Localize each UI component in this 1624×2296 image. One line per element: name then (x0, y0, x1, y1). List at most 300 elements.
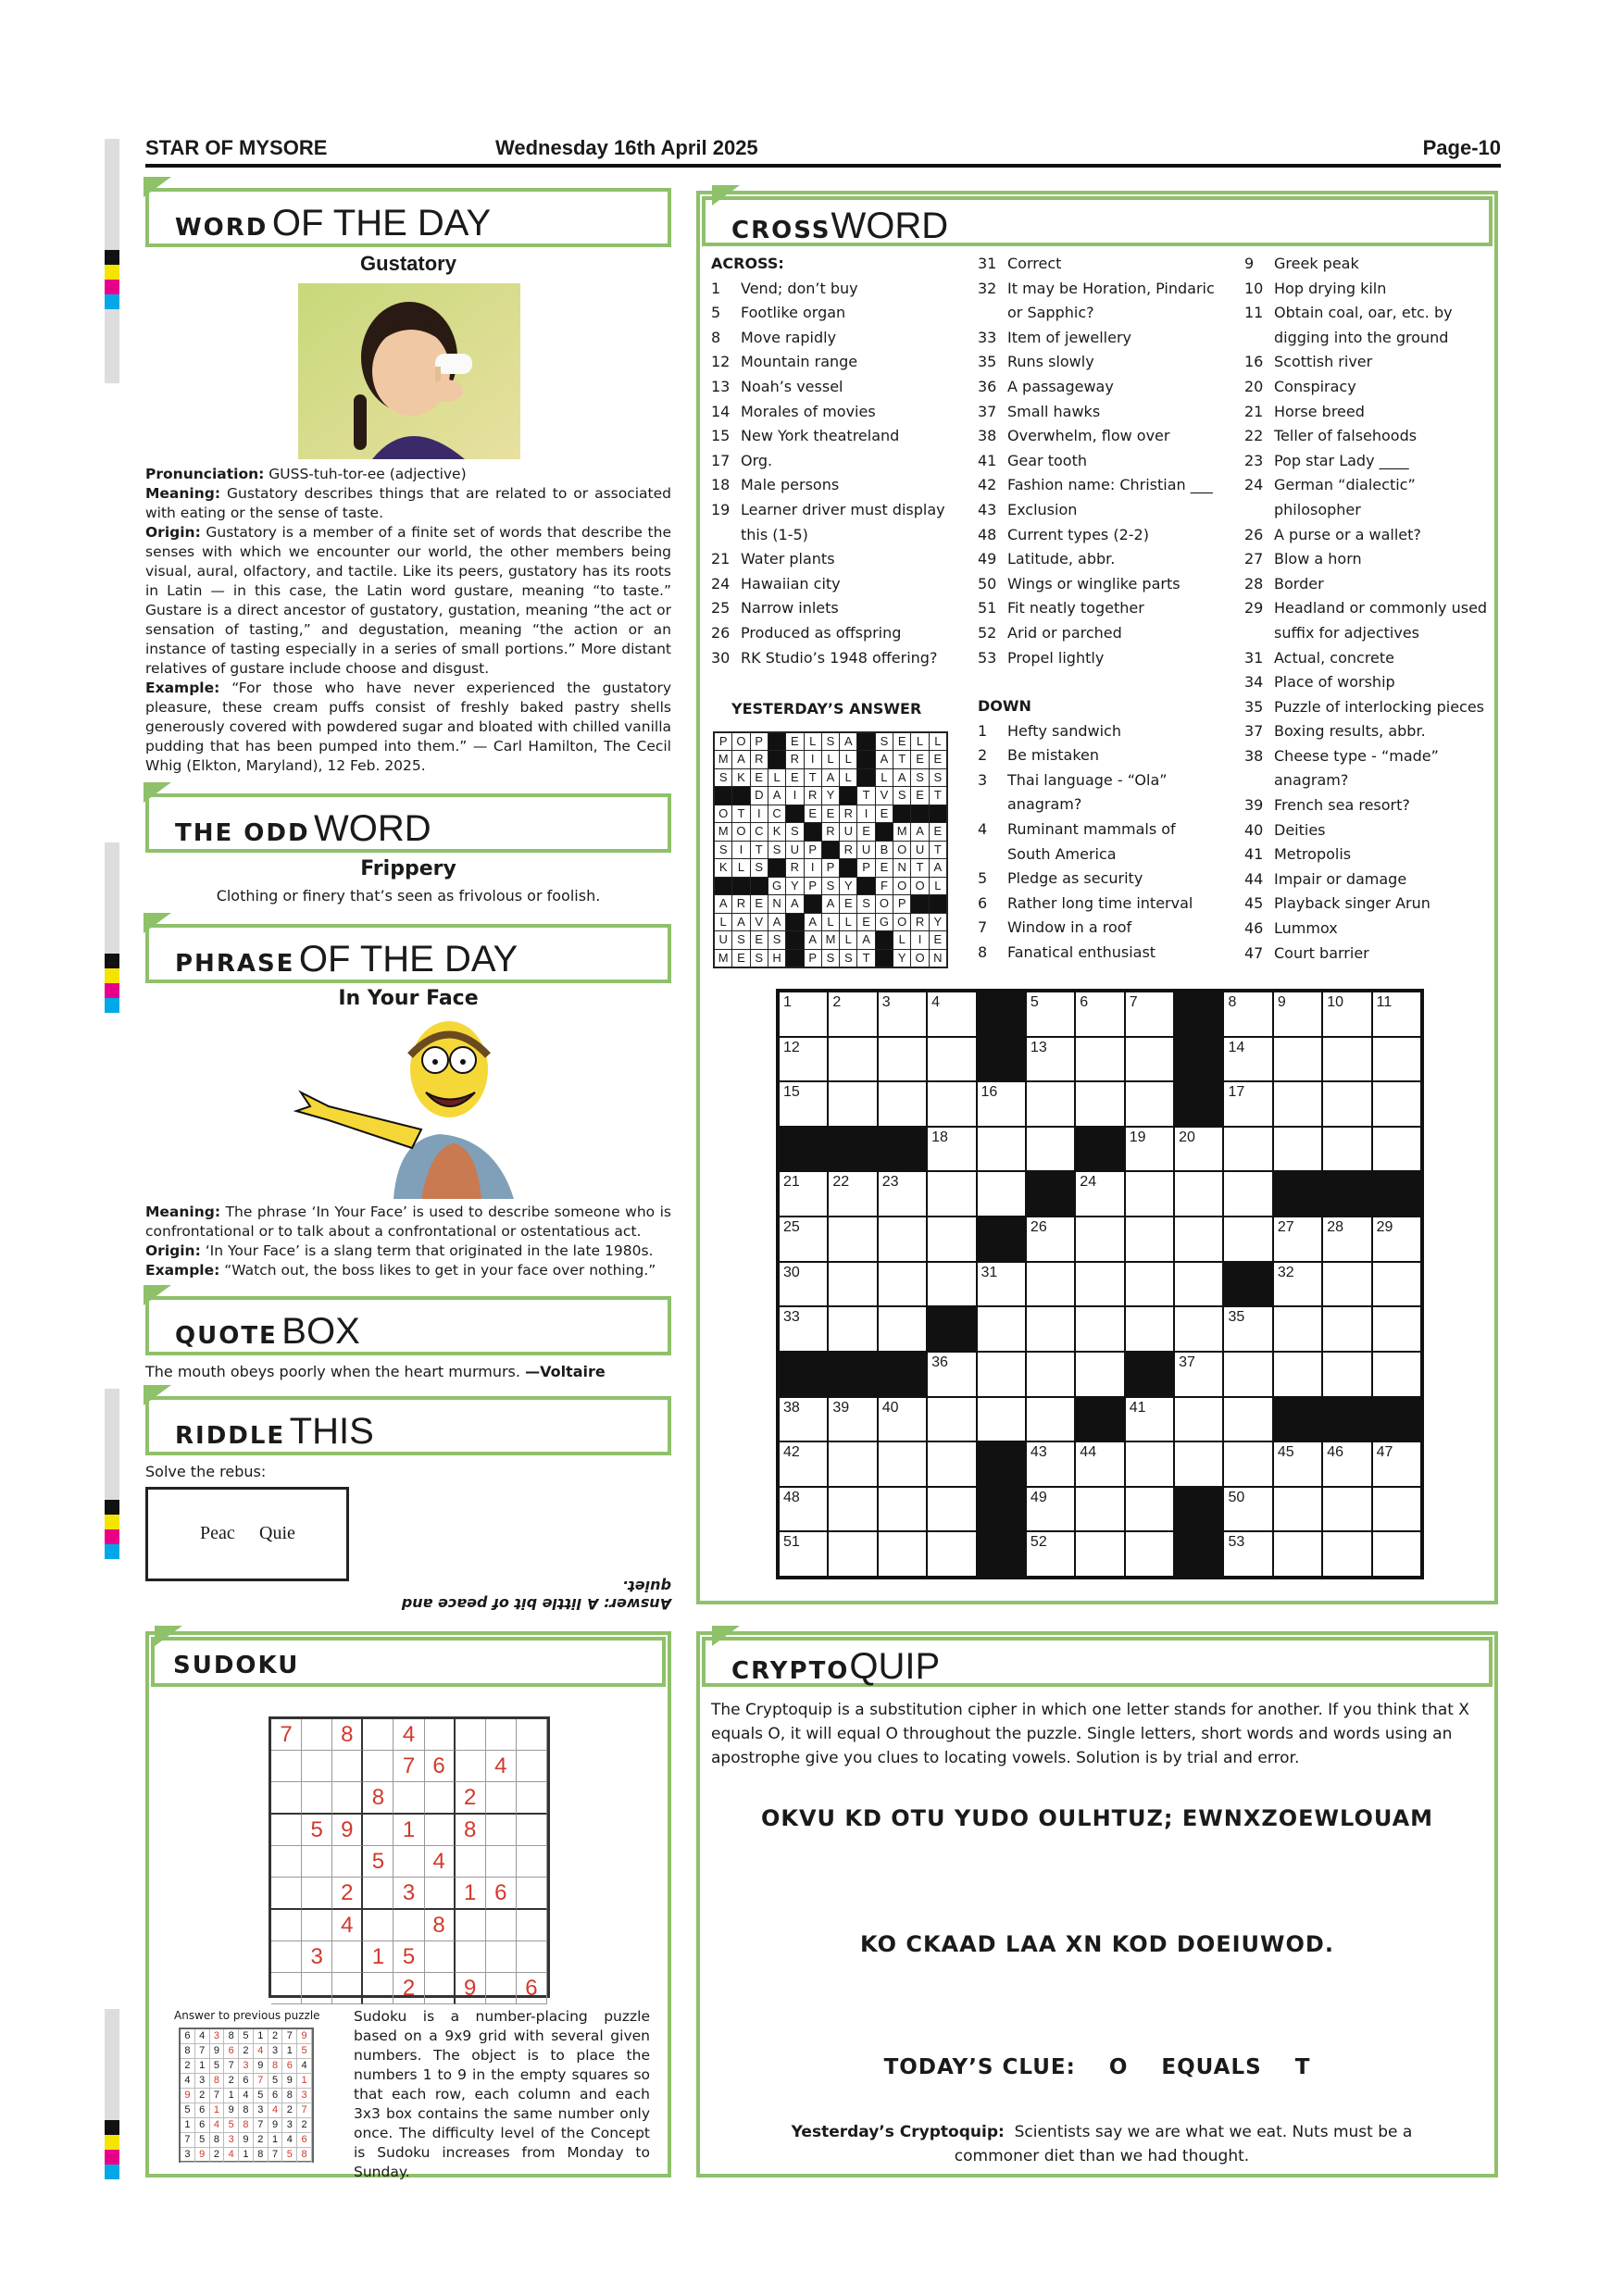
previous-sudoku-cell: 2 (210, 2148, 225, 2163)
crossword-cell[interactable] (879, 992, 926, 1036)
crossword-cell[interactable] (1027, 992, 1074, 1036)
clue-number: 53 (978, 648, 997, 667)
crossword-cell[interactable] (928, 1398, 975, 1441)
crossword-cell[interactable] (1373, 1082, 1420, 1126)
crossword-cell[interactable] (829, 1217, 876, 1261)
crossword-cell[interactable] (1027, 1532, 1074, 1576)
crossword-cell[interactable] (1274, 1128, 1321, 1171)
clue-number (978, 792, 1007, 817)
crossword-cell[interactable] (1373, 1263, 1420, 1306)
previous-sudoku-cell: 9 (224, 2103, 239, 2118)
crossword-cell[interactable] (1027, 1082, 1074, 1126)
sudoku-cell[interactable] (302, 1878, 332, 1910)
sudoku-cell[interactable] (302, 1973, 332, 2004)
previous-sudoku-cell: 9 (297, 2029, 312, 2044)
crossword-cell[interactable] (780, 1172, 827, 1216)
crossword-cell[interactable] (1323, 1217, 1370, 1261)
crossword-cell[interactable] (978, 1128, 1025, 1171)
girl-eating-ice-cream-photo (298, 283, 520, 459)
riddle-answer-upside-down: Answer: A little bit of peace and quiet. (401, 1578, 671, 1613)
previous-sudoku-cell: 4 (239, 2089, 254, 2103)
crossword-cell[interactable] (1076, 1488, 1123, 1531)
answer-cell: L (840, 751, 856, 767)
crossword-cell[interactable] (1323, 1532, 1370, 1576)
sudoku-cell[interactable] (517, 1782, 547, 1815)
crossword-cell[interactable] (1373, 1442, 1420, 1486)
sudoku-cell[interactable] (363, 1751, 394, 1782)
crossword-cell[interactable] (1323, 992, 1370, 1036)
crossword-cell[interactable] (1175, 1128, 1222, 1171)
crossword-cell[interactable] (1224, 1172, 1271, 1216)
answer-cell: G (876, 914, 893, 930)
crossword-cell[interactable] (978, 1353, 1025, 1396)
answer-cell: S (768, 931, 785, 948)
sudoku-cell[interactable] (332, 1751, 363, 1782)
previous-sudoku-cell: 2 (297, 2118, 312, 2133)
cell-number: 16 (981, 1084, 998, 1101)
black-square (978, 1488, 1025, 1531)
crossword-cell[interactable] (928, 1128, 975, 1171)
clue-number: 34 (1244, 673, 1264, 692)
sudoku-cell[interactable] (517, 1846, 547, 1878)
crossword-cell[interactable] (1126, 1038, 1173, 1081)
crossword-cell[interactable] (928, 1172, 975, 1216)
previous-sudoku-cell: 8 (282, 2089, 297, 2103)
clue-text: Hefty sandwich (1007, 721, 1121, 740)
crossword-cell[interactable] (879, 1217, 926, 1261)
sudoku-cell[interactable] (456, 1846, 486, 1878)
previous-sudoku-cell: 2 (282, 2103, 297, 2118)
clue-text: Window in a roof (1007, 918, 1132, 937)
previous-sudoku-cell: 5 (239, 2029, 254, 2044)
crossword-cell[interactable] (1274, 1082, 1321, 1126)
answer-cell: A (768, 914, 785, 930)
answer-cell: R (840, 842, 856, 858)
clue (1244, 424, 1494, 449)
answer-cell: A (876, 751, 893, 767)
sudoku-cell: 6 (486, 1878, 517, 1910)
previous-sudoku-cell: 5 (282, 2148, 297, 2163)
cell-number: 41 (1129, 1399, 1146, 1416)
sudoku-cell[interactable] (425, 1782, 456, 1815)
answer-cell: R (822, 823, 839, 840)
clue-text: Latitude, abbr. (1007, 550, 1116, 568)
crossword-cell[interactable] (1224, 992, 1271, 1036)
clue (711, 547, 980, 572)
cell-number: 45 (1277, 1444, 1294, 1461)
sudoku-cell[interactable] (456, 1751, 486, 1782)
crossword-cell[interactable] (1373, 1038, 1420, 1081)
crossword-cell[interactable] (1323, 1307, 1370, 1351)
crossword-cell[interactable] (1076, 1532, 1123, 1576)
crossword-cell[interactable] (978, 1082, 1025, 1126)
sudoku-cell[interactable] (517, 1751, 547, 1782)
crossword-cell[interactable] (1076, 1442, 1123, 1486)
clue (1244, 719, 1494, 744)
answer-cell: M (822, 931, 839, 948)
crossword-cell[interactable] (1224, 1488, 1271, 1531)
crossword-cell[interactable] (1076, 1172, 1123, 1216)
sudoku-cell: 8 (363, 1782, 394, 1815)
sudoku-cell[interactable] (486, 1941, 517, 1973)
crossword-cell[interactable] (1175, 1217, 1222, 1261)
crossword-cell[interactable] (1224, 1353, 1271, 1396)
answer-cell: A (893, 769, 910, 786)
answer-cell: K (715, 859, 731, 876)
answer-cell: A (786, 895, 803, 912)
cell-number: 39 (832, 1399, 850, 1416)
crossword-cell[interactable] (1373, 1307, 1420, 1351)
crossword-cell[interactable] (1323, 1442, 1370, 1486)
crossword-cell[interactable] (829, 992, 876, 1036)
crossword-cell[interactable] (978, 1172, 1025, 1216)
clue-text: Produced as offspring (741, 623, 902, 642)
heading-bold: QUOTE (175, 1322, 278, 1350)
crossword-cell[interactable] (1323, 1128, 1370, 1171)
crossword-cell[interactable] (1224, 1532, 1271, 1576)
crossword-cell[interactable] (1224, 1082, 1271, 1126)
crossword-cell[interactable] (1323, 1353, 1370, 1396)
answer-cell: C (751, 823, 768, 840)
registration-marks (105, 842, 119, 1013)
crossword-cell[interactable] (1076, 1082, 1123, 1126)
crossword-cell[interactable] (829, 1488, 876, 1531)
clue-number: 25 (711, 599, 731, 618)
crossword-cell[interactable] (928, 1082, 975, 1126)
sudoku-cell[interactable] (486, 1782, 517, 1815)
sudoku-cell[interactable] (271, 1973, 302, 2004)
crossword-cell[interactable] (1224, 1217, 1271, 1261)
crossword-cell[interactable] (928, 1353, 975, 1396)
previous-sudoku-cell: 5 (181, 2103, 195, 2118)
sudoku-cell[interactable] (332, 1941, 363, 1973)
crossword-cell[interactable] (1126, 1532, 1173, 1576)
sudoku-cell[interactable] (363, 1878, 394, 1910)
black-cell (751, 878, 768, 894)
crossword-cell[interactable] (1027, 1038, 1074, 1081)
crossword-cell[interactable] (1126, 1217, 1173, 1261)
clue (1244, 449, 1494, 474)
crossword-cell[interactable] (1126, 1398, 1173, 1441)
clue-number: 3 (978, 770, 988, 789)
answer-cell: S (822, 950, 839, 967)
sudoku-cell[interactable] (363, 1815, 394, 1846)
clue (1244, 547, 1494, 572)
crossword-cell[interactable] (1373, 1353, 1420, 1396)
sudoku-cell[interactable] (394, 1846, 424, 1878)
clue-text: Puzzle of interlocking pieces (1274, 697, 1485, 716)
crossword-cell[interactable] (1274, 1263, 1321, 1306)
black-cell (876, 931, 893, 948)
crossword-cell[interactable] (879, 1488, 926, 1531)
crossword-cell[interactable] (1175, 1353, 1222, 1396)
clue-number (1244, 326, 1274, 351)
previous-sudoku-cell: 5 (254, 2089, 269, 2103)
cell-number: 10 (1327, 994, 1344, 1010)
answer-cell: I (911, 931, 928, 948)
sudoku-cell[interactable] (394, 1782, 424, 1815)
crossword-cell[interactable] (1126, 1307, 1173, 1351)
crossword-cell[interactable] (1323, 1082, 1370, 1126)
sudoku-cell[interactable] (363, 1910, 394, 1941)
crossword-cell[interactable] (1076, 1038, 1123, 1081)
answer-cell: E (786, 733, 803, 750)
answer-cell: M (715, 823, 731, 840)
answer-cell: B (876, 842, 893, 858)
sudoku-cell[interactable] (271, 1815, 302, 1846)
sudoku-cell[interactable] (425, 1941, 456, 1973)
previous-sudoku-grid (179, 2028, 314, 2163)
crossword-cell[interactable] (879, 1038, 926, 1081)
clue (1244, 350, 1494, 375)
crossword-cell[interactable] (928, 1442, 975, 1486)
sudoku-cell[interactable] (302, 1751, 332, 1782)
crossword-cell[interactable] (780, 992, 827, 1036)
crossword-cell[interactable] (1076, 1217, 1123, 1261)
crossword-cell[interactable] (1027, 1488, 1074, 1531)
answer-cell: L (893, 931, 910, 948)
crossword-cell[interactable] (1274, 1488, 1321, 1531)
crossword-cell[interactable] (829, 1172, 876, 1216)
previous-sudoku-cell: 1 (239, 2148, 254, 2163)
phrase-text: In Your Face (338, 987, 479, 1010)
crossword-cell[interactable] (1224, 1398, 1271, 1441)
crossword-cell[interactable] (1274, 992, 1321, 1036)
label: Meaning: (145, 485, 221, 502)
sudoku-cell[interactable] (425, 1973, 456, 2004)
sudoku-cell[interactable] (271, 1878, 302, 1910)
clue-text: Playback singer Arun (1274, 894, 1430, 913)
clue (711, 621, 980, 646)
quote-author: —Voltaire (525, 1363, 606, 1380)
crossword-cell[interactable] (1175, 1263, 1222, 1306)
clue-text: New York theatreland (741, 427, 900, 445)
answer-cell: O (893, 914, 910, 930)
crossword-cell[interactable] (1224, 1307, 1271, 1351)
sudoku-cell[interactable] (363, 1719, 394, 1751)
sudoku-cell[interactable] (517, 1910, 547, 1941)
sudoku-cell[interactable] (332, 1846, 363, 1878)
sudoku-cell[interactable] (271, 1846, 302, 1878)
crossword-cell[interactable] (1274, 1038, 1321, 1081)
crossword-cell[interactable] (780, 1082, 827, 1126)
crossword-cell[interactable] (1126, 1082, 1173, 1126)
previous-sudoku-cell: 2 (254, 2133, 269, 2148)
sudoku-cell[interactable] (302, 1719, 332, 1751)
crossword-cell[interactable] (1224, 1128, 1271, 1171)
crossword-cell[interactable] (1027, 1128, 1074, 1171)
clue-text: Court barrier (1274, 943, 1369, 962)
crossword-cell[interactable] (780, 1038, 827, 1081)
crossword-cell[interactable] (829, 1442, 876, 1486)
sudoku-cell[interactable] (456, 1910, 486, 1941)
sudoku-cell[interactable] (425, 1815, 456, 1846)
crossword-cell[interactable] (1076, 1307, 1123, 1351)
sudoku-cell[interactable] (456, 1719, 486, 1751)
crossword-cell[interactable] (829, 1038, 876, 1081)
crossword-cell[interactable] (1126, 1128, 1173, 1171)
sudoku-cell[interactable] (425, 1719, 456, 1751)
crossword-cell[interactable] (879, 1442, 926, 1486)
crossword-cell[interactable] (1076, 992, 1123, 1036)
crossword-cell[interactable] (879, 1172, 926, 1216)
sudoku-cell[interactable] (271, 1910, 302, 1941)
crossword-cell[interactable] (829, 1307, 876, 1351)
sudoku-cell[interactable] (332, 1973, 363, 2004)
sudoku-cell[interactable] (302, 1846, 332, 1878)
cryptoquip-intro: The Cryptoquip is a substitution cipher in which one letter stands for another. If you think that X equals O, it will equal O throughout the puzzle. Single letters, short words and words using an apostrophe give you clues to locating vowels. Solution is by trial and error. (711, 1701, 1469, 1767)
sudoku-cell[interactable] (486, 1910, 517, 1941)
answer-cell: S (876, 733, 893, 750)
crossword-cell[interactable] (829, 1082, 876, 1126)
rebus-box (145, 1487, 349, 1581)
answer-cell: E (857, 914, 874, 930)
crossword-cell[interactable] (1027, 1442, 1074, 1486)
crossword-cell[interactable] (1373, 1532, 1420, 1576)
crossword-cell[interactable] (1373, 1217, 1420, 1261)
crossword-cell[interactable] (928, 1532, 975, 1576)
crossword-cell[interactable] (780, 1532, 827, 1576)
cell-number: 20 (1179, 1129, 1195, 1145)
crossword-cell[interactable] (879, 1398, 926, 1441)
crossword-cell[interactable] (928, 1263, 975, 1306)
black-square (879, 1353, 926, 1396)
sudoku-cell[interactable] (271, 1751, 302, 1782)
crossword-cell[interactable] (1076, 1353, 1123, 1396)
crossword-cell[interactable] (829, 1263, 876, 1306)
crossword-cell[interactable] (1027, 1217, 1074, 1261)
black-square (1175, 992, 1222, 1036)
crossword-cell[interactable] (1373, 1128, 1420, 1171)
riddle-prompt: Solve the rebus: (145, 1463, 267, 1480)
crossword-cell[interactable] (1027, 1307, 1074, 1351)
previous-sudoku-cell: 2 (181, 2059, 195, 2074)
clue (978, 941, 1237, 966)
sudoku-cell[interactable] (517, 1878, 547, 1910)
crossword-cell[interactable] (829, 1398, 876, 1441)
crossword-cell[interactable] (1126, 1442, 1173, 1486)
answer-cell: S (930, 769, 946, 786)
sudoku-cell[interactable] (302, 1782, 332, 1815)
clue (1244, 842, 1494, 867)
crossword-cell[interactable] (829, 1532, 876, 1576)
crossword-cell[interactable] (879, 1263, 926, 1306)
sudoku-cell[interactable] (486, 1973, 517, 2004)
clue-number (1244, 768, 1274, 793)
crossword-cell[interactable] (1126, 992, 1173, 1036)
crossword-cell[interactable] (978, 1263, 1025, 1306)
black-cell (930, 805, 946, 822)
crossword-cell[interactable] (1274, 1353, 1321, 1396)
crossword-cell[interactable] (1126, 1172, 1173, 1216)
sudoku-cell[interactable] (517, 1719, 547, 1751)
yesterday-answer-grid (713, 731, 948, 968)
crossword-cell[interactable] (1175, 1398, 1222, 1441)
answer-cell: U (840, 823, 856, 840)
crossword-cell[interactable] (879, 1307, 926, 1351)
crossword-cell[interactable] (1027, 1398, 1074, 1441)
sudoku-cell[interactable] (517, 1941, 547, 1973)
crossword-cell[interactable] (1027, 1263, 1074, 1306)
crossword-cell[interactable] (1274, 1532, 1321, 1576)
crossword-cell[interactable] (780, 1488, 827, 1531)
crossword-cell[interactable] (1373, 1488, 1420, 1531)
previous-sudoku-cell: 3 (181, 2148, 195, 2163)
sudoku-cell[interactable] (486, 1846, 517, 1878)
answer-cell: C (768, 805, 785, 822)
answer-cell: R (805, 787, 821, 804)
crossword-cell[interactable] (928, 1217, 975, 1261)
crossword-cell[interactable] (1076, 1263, 1123, 1306)
crossword-cell[interactable] (1175, 1307, 1222, 1351)
sudoku-cell[interactable] (271, 1941, 302, 1973)
sudoku-cell[interactable] (486, 1815, 517, 1846)
answer-cell: M (715, 950, 731, 967)
crossword-cell[interactable] (978, 1307, 1025, 1351)
crossword-cell[interactable] (1274, 1217, 1321, 1261)
answer-cell: Y (840, 878, 856, 894)
clue-text: Horse breed (1274, 402, 1365, 420)
crossword-cell[interactable] (780, 1307, 827, 1351)
crossword-cell[interactable] (978, 1398, 1025, 1441)
crossword-cell[interactable] (928, 1488, 975, 1531)
crossword-cell[interactable] (1323, 1263, 1370, 1306)
crossword-cell[interactable] (1323, 1488, 1370, 1531)
crossword-cell[interactable] (928, 1038, 975, 1081)
crossword-cell[interactable] (780, 1217, 827, 1261)
crossword-cell[interactable] (928, 992, 975, 1036)
crossword-cell[interactable] (879, 1082, 926, 1126)
sudoku-cell[interactable] (302, 1910, 332, 1941)
black-square (1323, 1398, 1370, 1441)
sudoku-cell[interactable] (363, 1973, 394, 2004)
previous-sudoku-cell: 7 (282, 2029, 297, 2044)
sudoku-cell[interactable] (271, 1782, 302, 1815)
crossword-cell[interactable] (879, 1532, 926, 1576)
clue-text: Overwhelm, flow over (1007, 427, 1170, 445)
crossword-cell[interactable] (780, 1442, 827, 1486)
sudoku-cell[interactable] (517, 1815, 547, 1846)
sudoku-cell[interactable] (332, 1782, 363, 1815)
crossword-cell[interactable] (1274, 1307, 1321, 1351)
crossword-cell[interactable] (1224, 1038, 1271, 1081)
answer-cell: E (822, 805, 839, 822)
sudoku-cell[interactable] (456, 1941, 486, 1973)
crossword-cell[interactable] (780, 1398, 827, 1441)
sudoku-cell[interactable] (486, 1719, 517, 1751)
clue-number: 40 (1244, 820, 1264, 839)
crossword-cell[interactable] (1323, 1038, 1370, 1081)
crossword-cell[interactable] (1175, 1442, 1222, 1486)
crossword-cell[interactable] (1224, 1442, 1271, 1486)
clue-number: 26 (1244, 525, 1264, 543)
crossword-cell[interactable] (1373, 992, 1420, 1036)
answer-cell: E (876, 859, 893, 876)
sudoku-cell[interactable] (394, 1910, 424, 1941)
crossword-cell[interactable] (780, 1263, 827, 1306)
black-cell (715, 787, 731, 804)
crossword-cell[interactable] (1274, 1442, 1321, 1486)
answer-cell: P (805, 878, 821, 894)
clue-number: 38 (1244, 746, 1264, 765)
sudoku-cell[interactable] (425, 1878, 456, 1910)
crossword-cell[interactable] (1126, 1488, 1173, 1531)
cryptoquip-line-2: KO CKAAD LAA XN KOD DOEIUWOD. (860, 1931, 1334, 1957)
answer-cell: I (805, 751, 821, 767)
crossword-cell[interactable] (1027, 1353, 1074, 1396)
crossword-cell[interactable] (1126, 1263, 1173, 1306)
crossword-cell[interactable] (1175, 1172, 1222, 1216)
